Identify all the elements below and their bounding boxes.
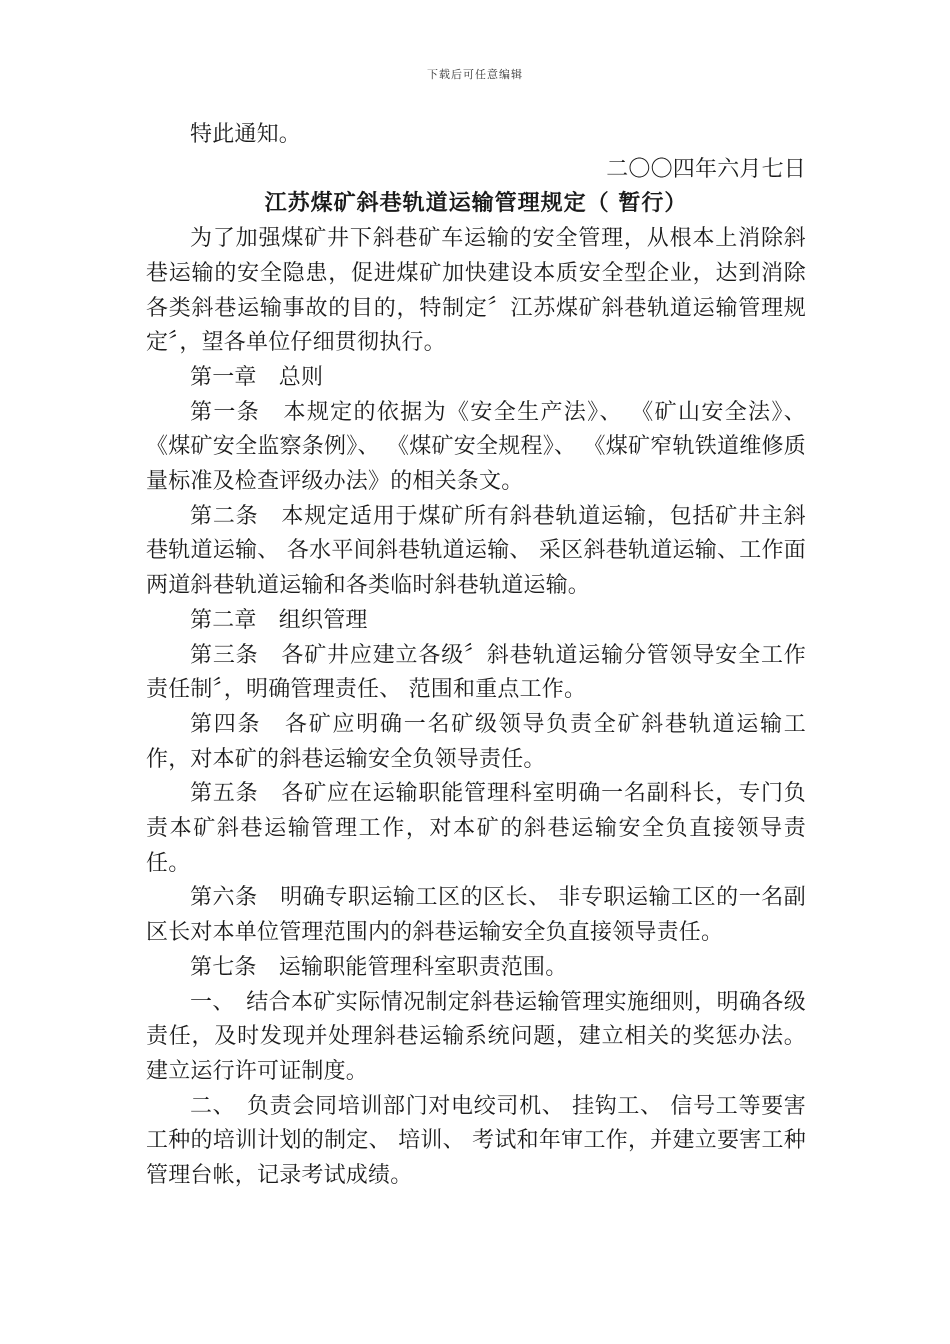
chapter-heading-2: 第二章 组织管理 [190, 607, 368, 633]
document-date: 二〇〇四年六月七日 [606, 156, 806, 182]
article-1: 第一条 本规定的依据为《安全生产法》、 《矿山安全法》、《煤矿安全监察条例》、 《煤矿安全规程》、 《煤矿窄轨铁道维修质量标准及检查评级办法》的相关条文。 [146, 399, 806, 495]
document-title: 江苏煤矿斜巷轨道运输管理规定（ 暂行） [264, 191, 688, 217]
article-7-item-2: 二、 负责会同培训部门对电绞司机、 挂钩工、 信号工等要害工种的培训计划的制定、 培训、 考试和年审工作，并建立要害工种管理台帐，记录考试成绩。 [146, 1093, 806, 1189]
chapter-heading-1: 第一章 总则 [190, 364, 324, 390]
article-7: 第七条 运输职能管理科室职责范围。 [190, 954, 568, 980]
article-3: 第三条 各矿井应建立各级〞斜巷轨道运输分管领导安全工作责任制〞，明确管理责任、 范围和重点工作。 [146, 642, 806, 703]
article-6: 第六条 明确专职运输工区的区长、 非专职运输工区的一名副区长对本单位管理范围内的斜巷运输安全负直接领导责任。 [146, 885, 806, 946]
page-header-note: 下载后可任意编辑 [427, 68, 523, 81]
article-7-item-1: 一、 结合本矿实际情况制定斜巷运输管理实施细则，明确各级责任，及时发现并处理斜巷运输系统问题，建立相关的奖惩办法。建立运行许可证制度。 [146, 989, 806, 1084]
article-2: 第二条 本规定适用于煤矿所有斜巷轨道运输，包括矿井主斜巷轨道运输、 各水平间斜巷轨道运输、 采区斜巷轨道运输、工作面两道斜巷轨道运输和各类临时斜巷轨道运输。 [146, 503, 806, 599]
notice-line: 特此通知。 [190, 122, 302, 147]
paragraph-intro: 为了加强煤矿井下斜巷矿车运输的安全管理，从根本上消除斜巷运输的安全隐患，促进煤矿加快建设本质安全型企业，达到消除各类斜巷运输事故的目的，特制定〞江苏煤矿斜巷轨道运输管理规定〞，望各单位仔细贯彻执行。 [146, 226, 806, 356]
article-4: 第四条 各矿应明确一名矿级领导负责全矿斜巷轨道运输工作，对本矿的斜巷运输安全负领导责任。 [146, 711, 806, 772]
document-body [146, 118, 806, 1194]
article-5: 第五条 各矿应在运输职能管理科室明确一名副科长，专门负责本矿斜巷运输管理工作，对本矿的斜巷运输安全负直接领导责任。 [146, 781, 806, 876]
